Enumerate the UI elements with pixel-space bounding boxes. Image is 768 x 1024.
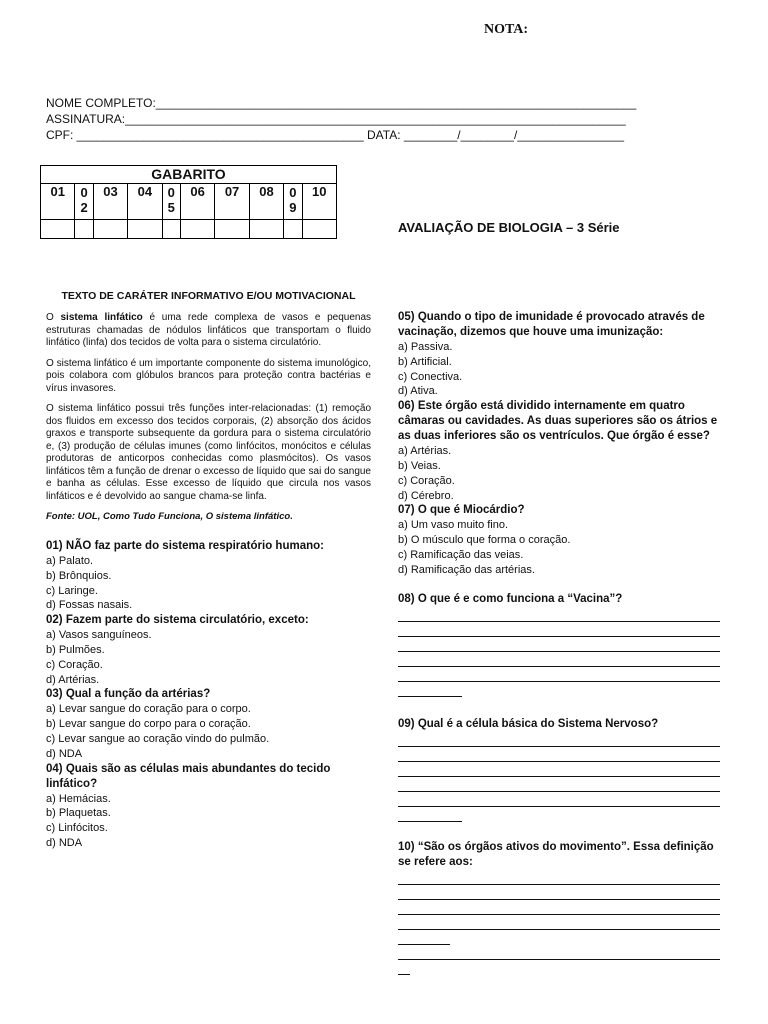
- info-source: Fonte: UOL, Como Tudo Funciona, O sistema linfático.: [46, 511, 293, 522]
- answer-line[interactable]: [398, 945, 720, 960]
- gabarito-number: 03: [93, 184, 127, 220]
- option[interactable]: d) Cérebro.: [398, 489, 454, 502]
- gabarito-answer-cell[interactable]: [162, 220, 180, 239]
- question-text: 07) O que é Miocárdio?: [398, 504, 525, 517]
- question-text: 09) Qual é a célula básica do Sistema Nervoso?: [398, 717, 659, 730]
- gabarito-title: GABARITO: [41, 166, 337, 184]
- option[interactable]: a) Artérias.: [398, 445, 452, 458]
- option[interactable]: d) Artérias.: [46, 673, 100, 686]
- answer-line[interactable]: [398, 667, 720, 682]
- gabarito-number: 07: [215, 184, 249, 220]
- answer-line[interactable]: [398, 960, 410, 975]
- answer-line[interactable]: [398, 652, 720, 667]
- answer-line[interactable]: [398, 637, 720, 652]
- gabarito-number: 0 2: [75, 184, 93, 220]
- gabarito-number: 08: [249, 184, 283, 220]
- question-06: [398, 399, 720, 503]
- gabarito-number: 0 5: [162, 184, 180, 220]
- info-paragraph-2: O sistema linfático é um importante componente do sistema imunológico, pois colabora com glóbulos brancos para proteção contra bactérias e vírus invasores.: [46, 357, 371, 394]
- question-text: 03) Qual a função da artérias?: [46, 688, 211, 701]
- left-column: [46, 290, 371, 851]
- answer-line[interactable]: [398, 930, 450, 945]
- option[interactable]: b) Pulmões.: [46, 643, 105, 656]
- option[interactable]: d) Fossas nasais.: [46, 599, 133, 612]
- page-title: AVALIAÇÃO DE BIOLOGIA – 3 Série: [398, 220, 620, 235]
- answer-line[interactable]: [398, 915, 720, 930]
- question-text: 04) Quais são as células mais abundantes do tecido linfático?: [46, 762, 331, 790]
- option[interactable]: d) NDA: [46, 836, 83, 849]
- question-09: [398, 717, 720, 822]
- info-heading: TEXTO DE CARÁTER INFORMATIVO E/OU MOTIVACIONAL: [61, 290, 356, 302]
- option[interactable]: b) Levar sangue do corpo para o coração.: [46, 718, 251, 731]
- gabarito-answer-cell[interactable]: [128, 220, 162, 239]
- answer-line[interactable]: [398, 747, 720, 762]
- question-03: [46, 687, 371, 761]
- question-07: [398, 503, 720, 577]
- assinatura-field[interactable]: ASSINATURA:___________________________________________________________________________: [46, 112, 626, 126]
- gabarito-answer-cell[interactable]: [41, 220, 75, 239]
- option[interactable]: b) Plaquetas.: [46, 807, 111, 820]
- gabarito-answer-cell[interactable]: [75, 220, 93, 239]
- answer-line[interactable]: [398, 777, 720, 792]
- option[interactable]: a) Levar sangue do coração para o corpo.: [46, 703, 251, 716]
- option[interactable]: c) Laringe.: [46, 584, 98, 597]
- info-paragraph-3: O sistema linfático possui três funções inter-relacionadas: (1) remoção dos fluidos em excesso dos tecidos corporais, (2) absorção dos ácidos graxos e transporte subsequente da gordura para o sistema circulatório e, (3) produção de células imunes (como linfócitos, monócitos e células produtoras de anticorpos conhecidas como plasmócitos). Os vasos linfáticos têm a função de drenar o excesso de líquido que sai do sangue e banha as células. Esse excesso de líquido que circula nos vasos linfáticos e é devolvido ao sangue chama-se linfa.: [46, 403, 371, 502]
- question-text: 05) Quando o tipo de imunidade é provocado através de vacinação, dizemos que houve uma imunização:: [398, 311, 705, 338]
- question-01: [46, 539, 371, 613]
- answer-line[interactable]: [398, 870, 720, 885]
- question-02: [46, 613, 371, 687]
- gabarito-number: 10: [302, 184, 336, 220]
- gabarito-answer-cell[interactable]: [249, 220, 283, 239]
- option[interactable]: b) Artificial.: [398, 355, 452, 368]
- answer-line[interactable]: [398, 607, 720, 622]
- option[interactable]: b) Brônquios.: [46, 569, 112, 582]
- option[interactable]: a) Vasos sanguíneos.: [46, 629, 152, 642]
- question-text: 06) Este órgão está dividido internamente em quatro câmaras ou cavidades. As duas superiores são os átrios e as duas inferiores são os ventrículos. Que órgão é esse?: [398, 400, 718, 443]
- nota-label: NOTA:: [484, 22, 529, 37]
- answer-line[interactable]: [398, 885, 720, 900]
- option[interactable]: c) Coração.: [46, 658, 103, 671]
- gabarito-number: 01: [41, 184, 75, 220]
- question-text: 02) Fazem parte do sistema circulatório, exceto:: [46, 614, 309, 627]
- nome-field[interactable]: NOME COMPLETO:________________________________________________________________________: [46, 96, 637, 110]
- answer-line[interactable]: [398, 792, 720, 807]
- gabarito-table: [40, 165, 337, 239]
- gabarito-answer-cell[interactable]: [302, 220, 336, 239]
- option[interactable]: c) Coração.: [398, 474, 455, 487]
- option[interactable]: c) Levar sangue ao coração vindo do pulmão.: [46, 732, 270, 745]
- option[interactable]: a) Palato.: [46, 555, 94, 567]
- gabarito-number: 06: [180, 184, 214, 220]
- cpf-data-field[interactable]: CPF: ___________________________________________ DATA: ________/________/________________: [46, 128, 625, 142]
- gabarito-number: 0 9: [284, 184, 302, 220]
- answer-line[interactable]: [398, 732, 720, 747]
- option[interactable]: b) Veias.: [398, 459, 441, 472]
- question-04: [46, 762, 371, 851]
- question-10: [398, 840, 720, 975]
- right-column: [398, 310, 720, 975]
- option[interactable]: c) Conectiva.: [398, 370, 463, 383]
- gabarito-answer-cell[interactable]: [284, 220, 302, 239]
- option[interactable]: a) Um vaso muito fino.: [398, 519, 509, 532]
- answer-line[interactable]: [398, 622, 720, 637]
- option[interactable]: b) O músculo que forma o coração.: [398, 534, 571, 547]
- answer-line[interactable]: [398, 682, 462, 697]
- option[interactable]: d) Ramificação das artérias.: [398, 563, 535, 576]
- gabarito-numbers-row: [41, 184, 337, 220]
- option[interactable]: d) NDA: [46, 747, 83, 760]
- gabarito-answer-cell[interactable]: [215, 220, 249, 239]
- question-text: 10) “São os órgãos ativos do movimento”. Essa definição se refere aos:: [398, 840, 714, 868]
- question-05: [398, 310, 720, 399]
- option[interactable]: a) Passiva.: [398, 341, 453, 353]
- question-text: 08) O que é e como funciona a “Vacina”?: [398, 592, 623, 605]
- gabarito-answer-cell[interactable]: [93, 220, 127, 239]
- answer-line[interactable]: [398, 762, 720, 777]
- info-paragraph-1: O sistema linfático é uma rede complexa de vasos e pequenas estruturas chamadas de nódulos linfáticos que transportam o fluido linfático (linfa) dos tecidos de volta para o sistema circulatório.: [46, 312, 372, 348]
- gabarito-answers-row[interactable]: [41, 220, 337, 239]
- gabarito-answer-cell[interactable]: [180, 220, 214, 239]
- option[interactable]: c) Linfócitos.: [46, 822, 108, 835]
- answer-line[interactable]: [398, 900, 720, 915]
- option[interactable]: c) Ramificação das veias.: [398, 548, 524, 561]
- question-08: [398, 592, 720, 697]
- option[interactable]: d) Ativa.: [398, 385, 438, 398]
- option[interactable]: a) Hemácias.: [46, 792, 111, 805]
- answer-line[interactable]: [398, 807, 462, 822]
- question-text: 01) NÃO faz parte do sistema respiratório humano:: [46, 540, 324, 552]
- gabarito-number: 04: [128, 184, 162, 220]
